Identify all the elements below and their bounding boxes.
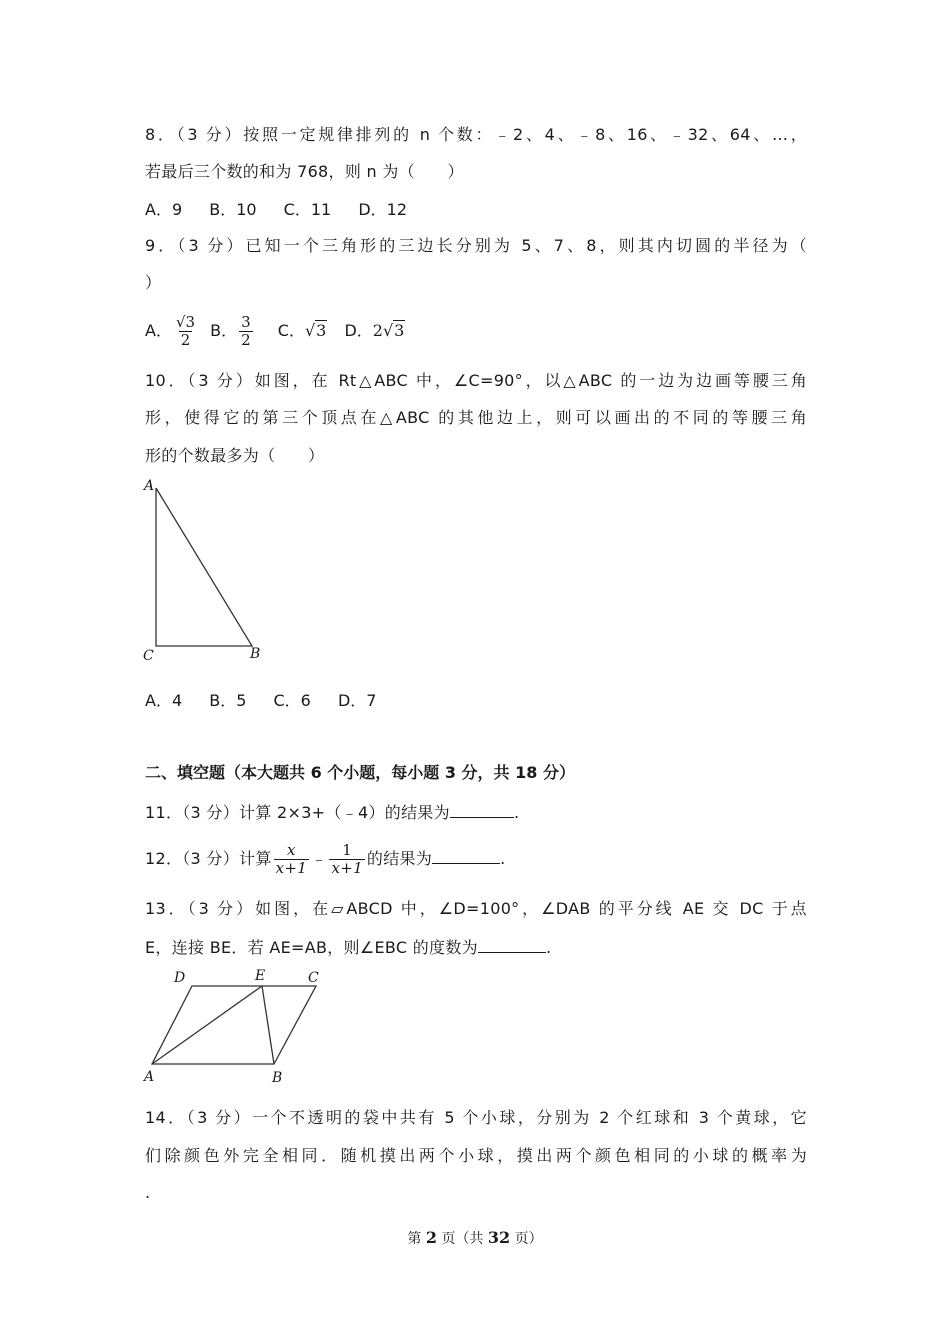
q12-prefix: 12．（3 分）计算 <box>145 849 272 868</box>
q13-end: . <box>545 938 552 957</box>
q10-option-d: D．7 <box>337 691 377 710</box>
q9-line1: 9．（3 分）已知一个三角形的三边长分别为 5、7、8，则其内切圆的半径为（ <box>145 236 807 255</box>
q13-line1: 13．（3 分）如图，在▱ABCD 中，∠D=100°，∠DAB 的平分线 AE 交 DC 于点 <box>145 899 807 918</box>
q13-segment-ae <box>152 986 262 1064</box>
q9-option-b-label: B． <box>210 321 238 340</box>
q14-line3: . <box>145 1183 151 1202</box>
q10-option-c: C．6 <box>273 691 311 710</box>
footer-middle: 页（共 <box>441 1231 484 1247</box>
footer-suffix: 页） <box>514 1231 543 1247</box>
q12-fraction-1-denominator: x+1 <box>275 859 308 877</box>
q12-answer-blank <box>432 847 500 864</box>
q9-option-b-fraction <box>239 314 253 349</box>
q10-line2: 形，使得它的第三个顶点在△ABC 的其他边上，则可以画出的不同的等腰三角 <box>145 408 807 427</box>
q8-option-d: D．12 <box>358 200 407 219</box>
q9-option-c-label: C． <box>277 321 305 340</box>
q8-line2: 若最后三个数的和为 768，则 n 为（ ） <box>145 162 464 181</box>
q8-line1: 8．（3 分）按照一定规律排列的 n 个数：﹣2、4、﹣8、16、﹣32、64、…， <box>145 125 807 144</box>
q9-option-d-radicand: 3 <box>394 321 405 340</box>
q12-line <box>145 838 506 880</box>
q11-text: 11．（3 分）计算 2×3+（﹣4）的结果为 <box>145 803 450 822</box>
q9-option-b-denominator: 2 <box>241 331 251 349</box>
q11-end: . <box>513 803 520 822</box>
q12-fraction-1 <box>274 842 309 877</box>
q12-suffix: 的结果为 <box>366 849 433 868</box>
q13-line2-text: E，连接 BE．若 AE=AB，则∠EBC 的度数为 <box>145 938 478 957</box>
q9-option-c-radicand: 3 <box>316 321 327 340</box>
q13-segment-be <box>262 986 274 1064</box>
q8-option-a: A．9 <box>145 200 183 219</box>
q10-option-b: B．5 <box>209 691 247 710</box>
q12-fraction-2 <box>329 842 364 877</box>
q9-options <box>145 308 405 354</box>
q8-option-b: B．10 <box>209 200 257 219</box>
q11-line <box>145 801 519 823</box>
section-title: 二、填空题（本大题共 6 个小题，每小题 3 分，共 18 分） <box>145 763 575 782</box>
q13-parallelogram-figure <box>140 964 340 1089</box>
q9-option-a-label: A． <box>145 321 172 340</box>
q12-fraction-1-numerator: x <box>287 841 296 859</box>
q9-option-d-label: D． <box>344 321 373 340</box>
footer-total-pages: 32 <box>487 1228 511 1247</box>
q13-label-a: A <box>144 1069 155 1085</box>
q13-label-c: C <box>308 970 319 986</box>
q10-triangle-figure <box>140 474 270 664</box>
q9-option-a-fraction <box>174 314 197 349</box>
q13-label-d: D <box>174 970 186 986</box>
q10-label-a: A <box>144 478 155 494</box>
q13-parallelogram-outline <box>152 986 316 1064</box>
q9-option-c-sqrt: √3 <box>304 321 327 340</box>
q10-option-a: A．4 <box>145 691 183 710</box>
q13-answer-blank <box>478 936 546 953</box>
q13-line2 <box>145 936 551 958</box>
q10-line1: 10．（3 分）如图，在 Rt△ABC 中，∠C=90°，以△ABC 的一边为边画等腰三角 <box>145 371 807 390</box>
q10-label-b: B <box>250 646 261 662</box>
q9-option-d-coefficient: 2 <box>372 321 383 340</box>
q14-line2: 们除颜色外完全相同．随机摸出两个小球，摸出两个颜色相同的小球的概率为 <box>145 1146 807 1165</box>
q14-line1: 14．（3 分）一个不透明的袋中共有 5 个小球，分别为 2 个红球和 3 个黄球，它 <box>145 1108 807 1127</box>
q12-fraction-2-denominator: x+1 <box>331 859 363 877</box>
q9-option-d-expression: 2√3 <box>372 321 405 340</box>
q13-label-e: E <box>255 968 266 984</box>
q9-option-a-numerator: √3 <box>175 313 196 331</box>
q9-option-a-denominator: 2 <box>180 331 191 349</box>
footer-page-number: 2 <box>425 1228 437 1247</box>
q12-end: . <box>500 849 506 868</box>
q13-label-b: B <box>272 1070 283 1086</box>
q8-options <box>145 200 429 220</box>
q10-options <box>145 691 398 711</box>
page-footer <box>0 1228 950 1248</box>
q10-label-c: C <box>143 648 154 664</box>
q12-fraction-2-numerator: 1 <box>342 841 353 859</box>
q9-line2: ） <box>145 273 162 292</box>
q12-minus: ﹣ <box>311 849 328 868</box>
q8-option-c: C．11 <box>283 200 332 219</box>
q10-triangle-outline <box>156 488 252 646</box>
q10-line3: 形的个数最多为（ ） <box>145 446 325 465</box>
footer-prefix: 第 <box>407 1231 422 1247</box>
q9-option-b-numerator: 3 <box>241 313 251 331</box>
q11-answer-blank <box>450 801 514 818</box>
